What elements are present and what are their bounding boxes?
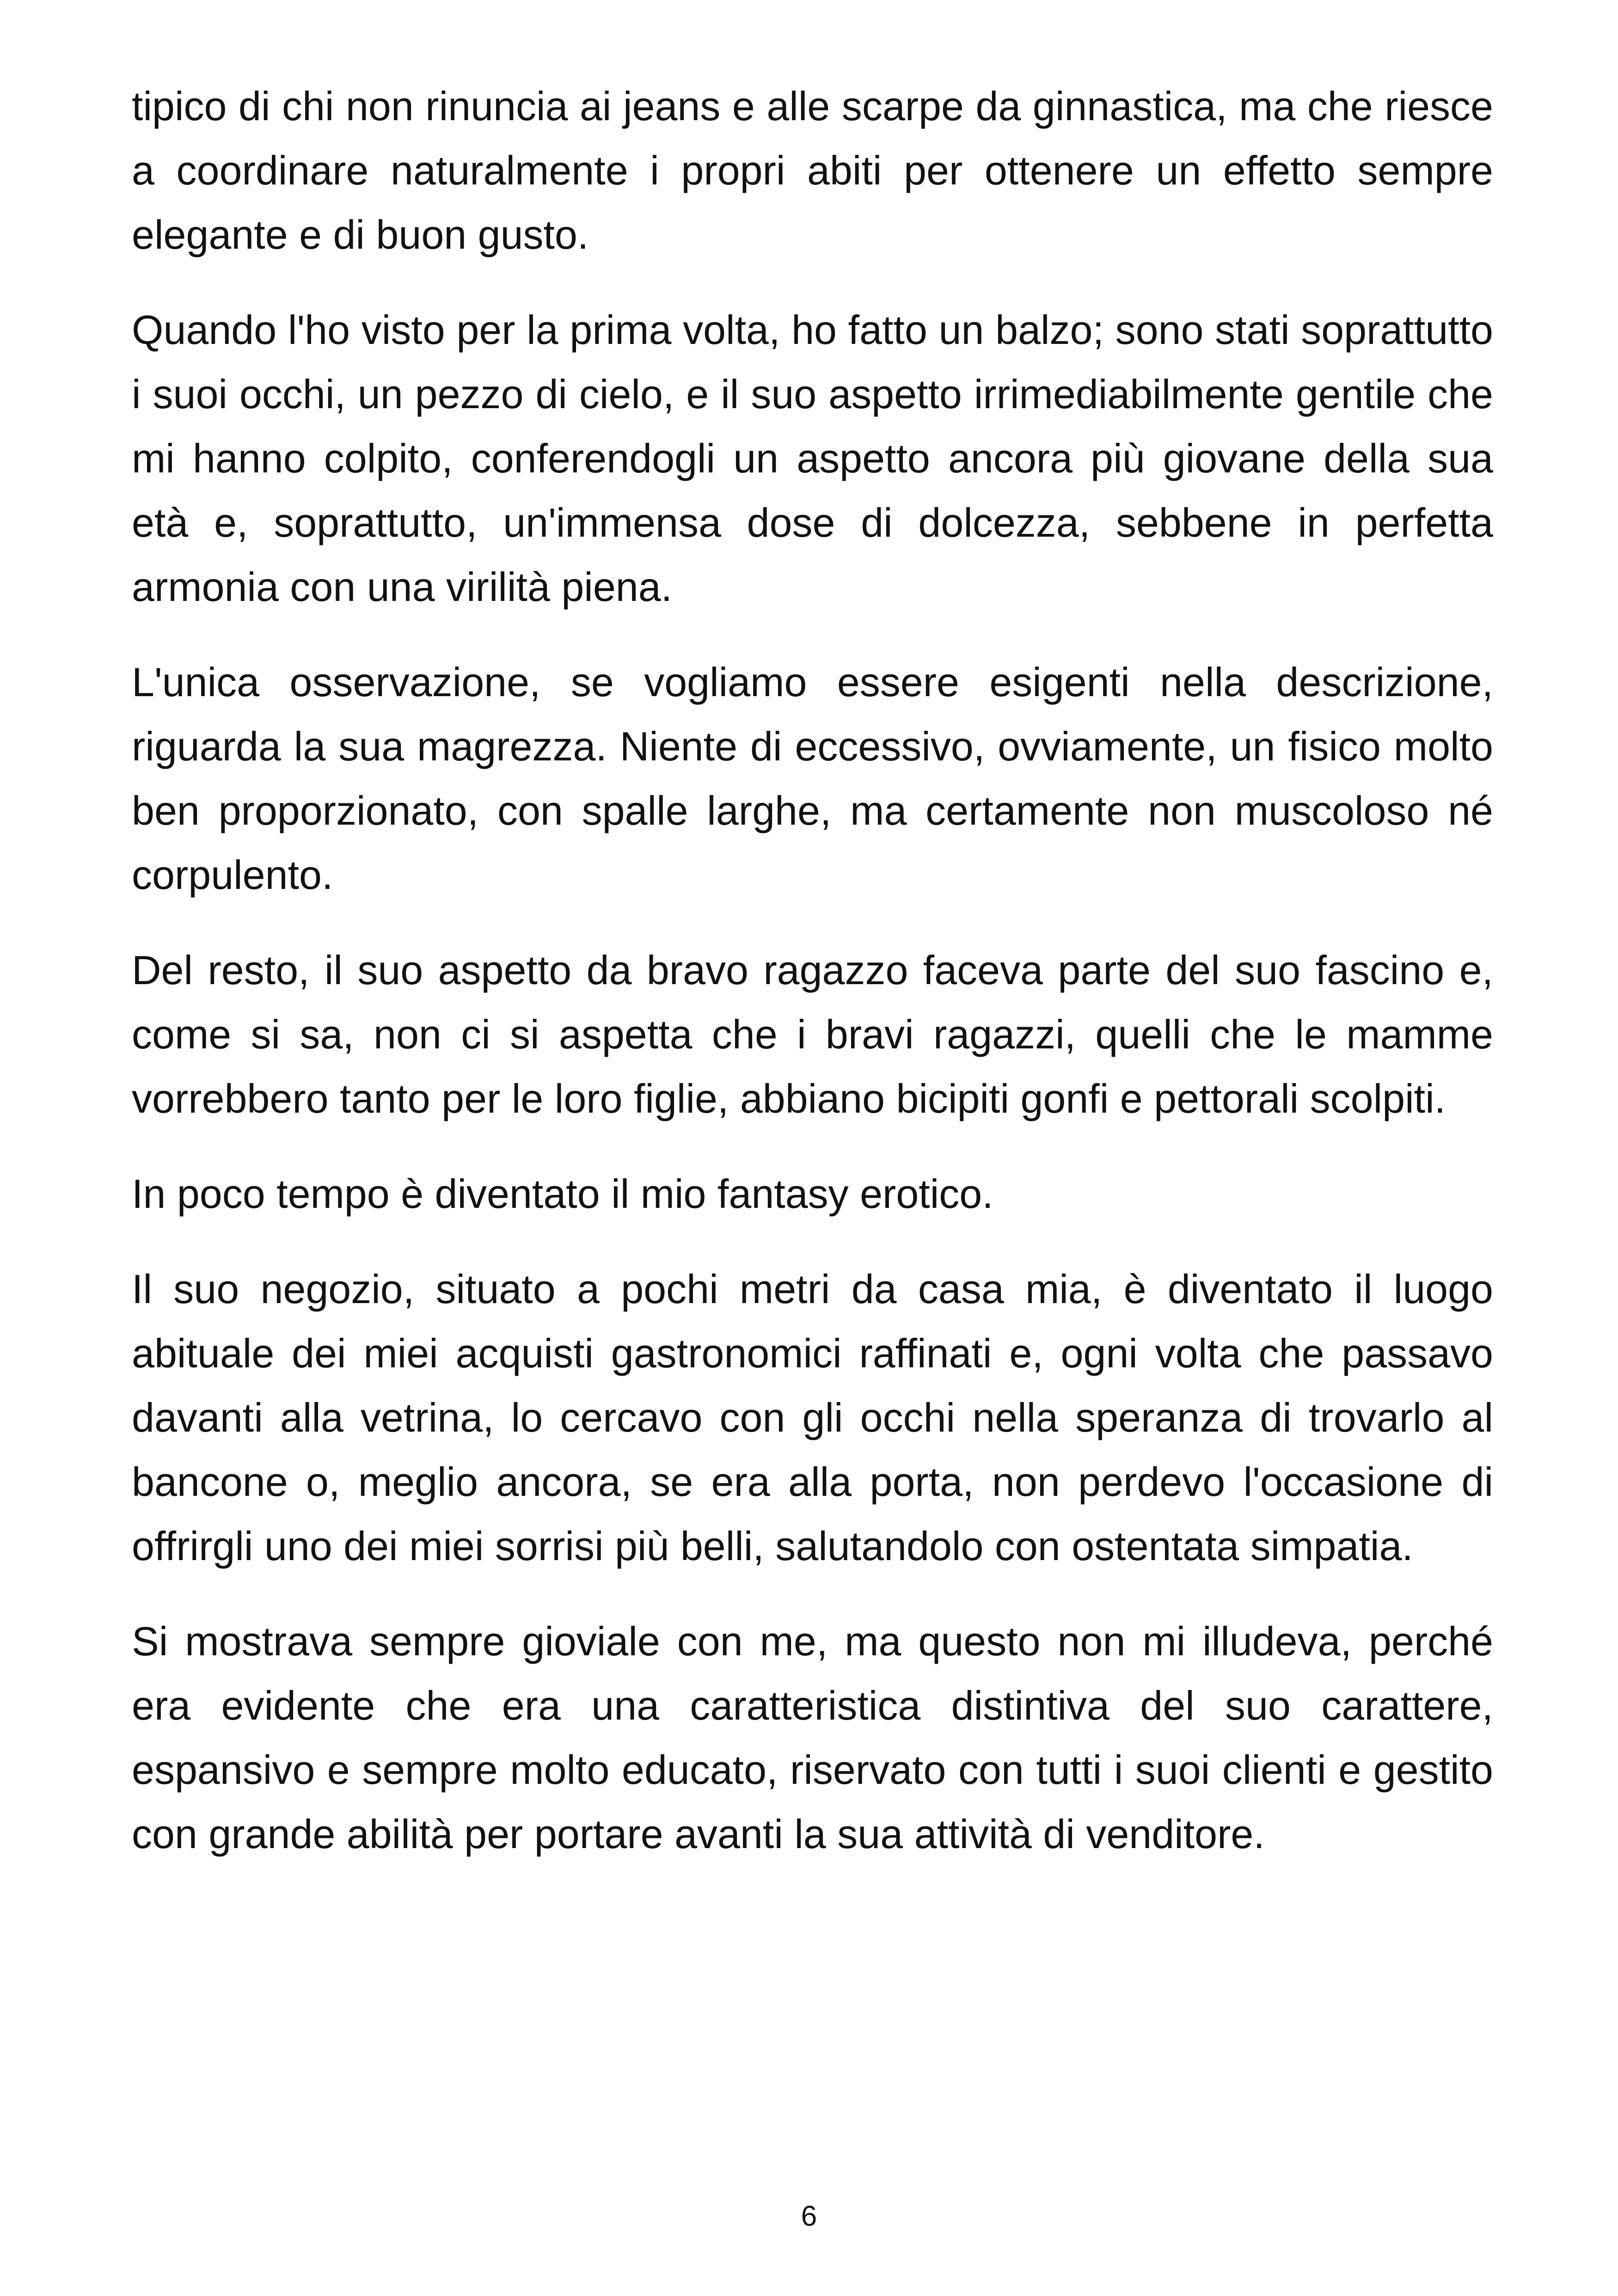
paragraph-7: Si mostrava sempre gioviale con me, ma questo non mi illudeva, perché era evidente che era una caratteristica distintiva del suo carattere, espansivo e sempre molto educato, riservato con tutti i suoi clienti e gestito con grande abilità per portare avanti la sua attività di venditore. — [132, 1618, 1493, 1857]
page-number: 6 — [801, 2200, 817, 2232]
page-body — [132, 74, 1493, 1897]
paragraph-1: tipico di chi non rinuncia ai jeans e alle scarpe da ginnastica, ma che riesce a coordinare naturalmente i propri abiti per ottenere un effetto sempre elegante e di buon gusto. — [132, 83, 1493, 257]
paragraph-4: Del resto, il suo aspetto da bravo ragazzo faceva parte del suo fascino e, come si sa, non ci si aspetta che i bravi ragazzi, quelli che le mamme vorrebbero tanto per le loro figlie, abbiano bicipiti gonfi e pettorali scolpiti. — [132, 947, 1493, 1121]
paragraph-5: In poco tempo è diventato il mio fantasy erotico. — [132, 1171, 993, 1217]
paragraph-2: Quando l'ho visto per la prima volta, ho fatto un balzo; sono stati soprattutto i suoi occhi, un pezzo di cielo, e il suo aspetto irrimediabilmente gentile che mi hanno colpito, conferendogli un aspetto ancora più giovane della sua età e, soprattutto, un'immensa dose di dolcezza, sebbene in perfetta armonia con una virilità piena. — [132, 307, 1493, 610]
paragraph-6: Il suo negozio, situato a pochi metri da casa mia, è diventato il luogo abituale dei miei acquisti gastronomici raffinati e, ogni volta che passavo davanti alla vetrina, lo cercavo con gli occhi nella speranza di trovarlo al bancone o, meglio ancora, se era alla porta, non perdevo l'occasione di offrirgli uno dei miei sorrisi più belli, salutandolo con ostentata simpatia. — [132, 1266, 1493, 1569]
paragraph-3: L'unica osservazione, se vogliamo essere esigenti nella descrizione, riguarda la sua magrezza. Niente di eccessivo, ovviamente, un fisico molto ben proporzionato, con spalle larghe, ma certamente non muscoloso né corpulento. — [132, 659, 1493, 898]
